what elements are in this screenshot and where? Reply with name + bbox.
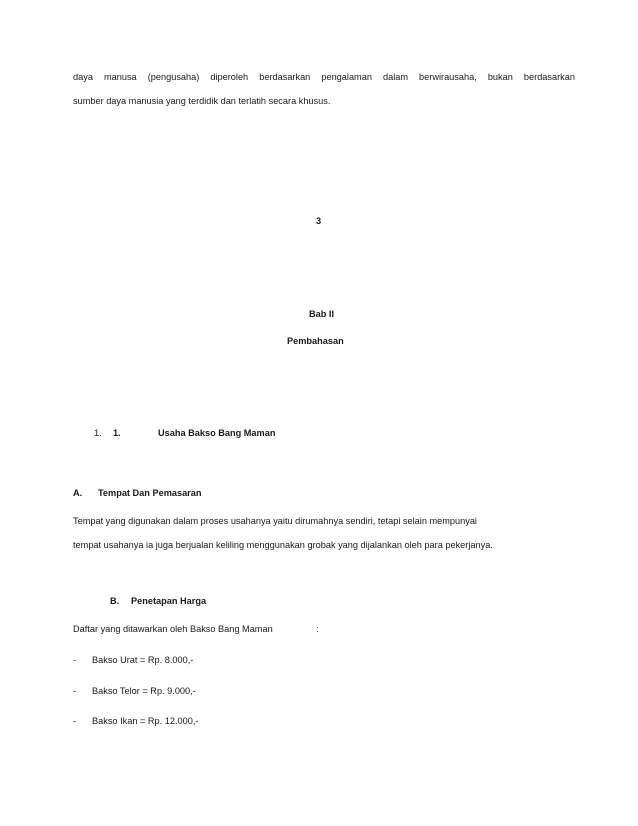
paragraph-line: tempat usahanya ia juga berjualan keliling menggunakan grobak yang dijalankan oleh para pekerjanya. [73, 540, 493, 550]
subsection-title: Tempat Dan Pemasaran [98, 488, 202, 498]
list-item: Bakso Telor = Rp. 9.000,- [92, 686, 196, 696]
chapter-subtitle: Pembahasan [287, 336, 344, 346]
chapter-title: Bab II [309, 309, 335, 319]
paragraph-line: sumber daya manusia yang terdidik dan terlatih secara khusus. [73, 96, 331, 106]
subsection-title: Penetapan Harga [131, 596, 207, 606]
list-item-dash: - [73, 686, 77, 696]
list-intro-colon: : [316, 624, 319, 634]
section-number: 1. [113, 428, 121, 438]
subsection-marker: A. [73, 488, 83, 498]
paragraph-line: daya manusa (pengusaha) diperoleh berdasarkan pengalaman dalam berwirausaha, bukan berdasarkan [73, 72, 575, 82]
list-marker: 1. [94, 428, 102, 438]
list-item: Bakso Urat = Rp. 8.000,- [92, 655, 194, 665]
list-item-dash: - [73, 716, 77, 726]
subsection-marker: B. [110, 596, 120, 606]
list-intro: Daftar yang ditawarkan oleh Bakso Bang Maman [73, 624, 273, 634]
section-title: Usaha Bakso Bang Maman [158, 428, 276, 438]
list-item: Bakso Ikan = Rp. 12.000,- [92, 716, 199, 726]
paragraph-line: Tempat yang digunakan dalam proses usahanya yaitu dirumahnya sendiri, tetapi selain mempunyai [73, 516, 477, 526]
page-number: 3 [316, 216, 322, 226]
list-item-dash: - [73, 655, 77, 665]
